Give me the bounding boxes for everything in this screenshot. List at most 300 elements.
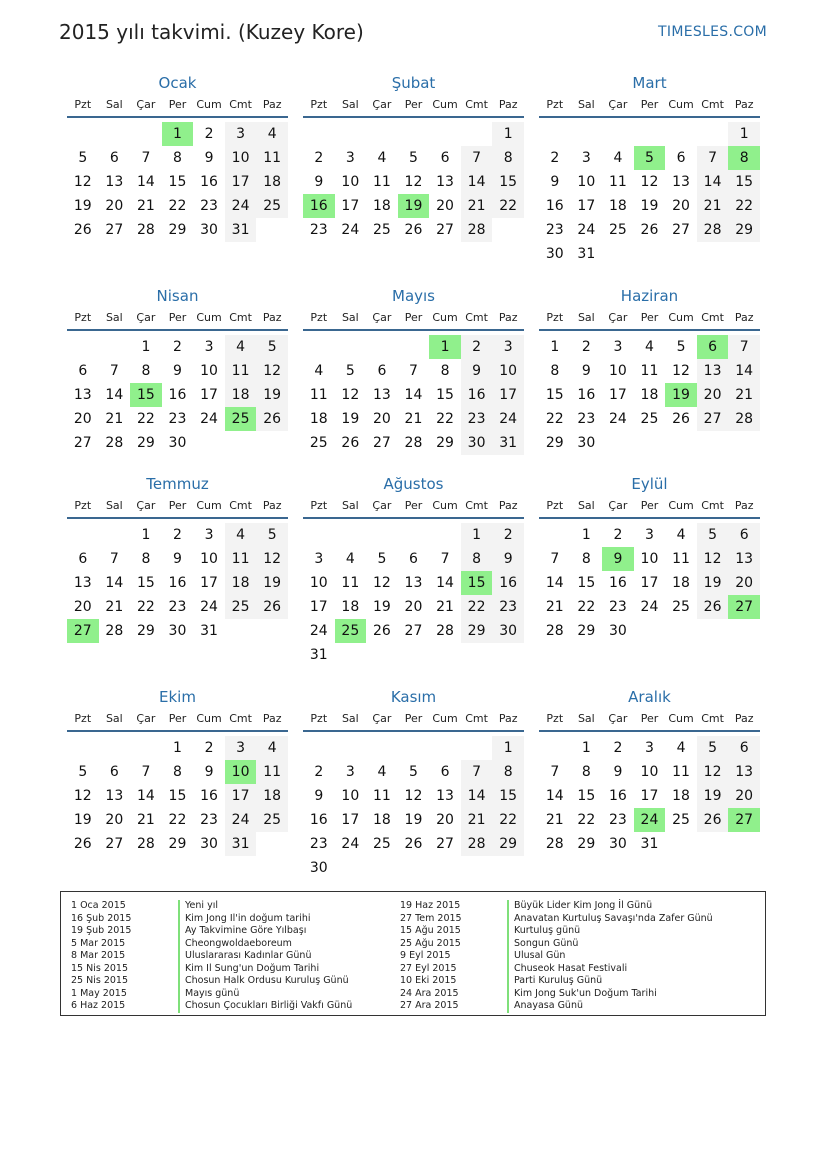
empty-cell (303, 335, 335, 359)
month-block (67, 473, 288, 643)
weekday-label: Çar (608, 98, 628, 111)
month-block (67, 686, 288, 856)
holiday-day-cell: 19 (665, 383, 697, 407)
holiday-day-cell: 1 (162, 122, 194, 146)
weekday-label: Per (404, 712, 423, 725)
day-cell: 19 (73, 198, 92, 214)
day-cell: 23 (168, 599, 187, 615)
day-cell: 7 (550, 764, 560, 780)
day-cell: 7 (141, 764, 151, 780)
day-cell: 11 (372, 174, 391, 190)
day-cell: 7 (550, 551, 560, 567)
day-cell: 5 (409, 150, 418, 166)
day-cell: 12 (672, 363, 690, 379)
day-cell: 16 (608, 575, 627, 591)
days-grid (303, 122, 524, 242)
day-cell: 14 (545, 788, 564, 804)
day-cell: 22 (728, 194, 760, 218)
day-cell: 16 (492, 571, 524, 595)
weekday-label: Pzt (310, 712, 328, 725)
day-cell: 10 (492, 359, 524, 383)
day-cell: 1 (492, 736, 524, 760)
weekday-label: Cmt (701, 311, 724, 324)
day-cell: 7 (697, 146, 729, 170)
day-cell: 22 (136, 599, 155, 615)
day-cell: 24 (225, 808, 257, 832)
day-cell: 12 (404, 788, 423, 804)
weekday-label: Cmt (465, 712, 488, 725)
month-block (303, 473, 524, 667)
day-cell: 1 (581, 527, 591, 543)
day-cell: 21 (728, 383, 760, 407)
day-cell: 4 (314, 363, 324, 379)
day-cell: 21 (105, 599, 124, 615)
day-cell: 3 (613, 339, 623, 355)
day-cell: 27 (404, 623, 423, 639)
holiday-name: Büyük Lider Kim Jong İl Günü (507, 900, 652, 913)
month-block (539, 686, 760, 856)
day-cell: 21 (404, 411, 423, 427)
day-cell: 5 (409, 764, 418, 780)
holiday-name: Chosun Çocukları Birliği Vakfı Günü (178, 1000, 352, 1013)
weekday-label: Pzt (74, 712, 92, 725)
day-cell: 31 (200, 623, 218, 639)
empty-cell (539, 122, 571, 146)
weekday-label: Çar (372, 311, 392, 324)
weekday-label: Pzt (546, 98, 564, 111)
holiday-name: Kim Jong Il'in doğum tarihi (178, 913, 310, 926)
weekday-label: Cum (668, 499, 694, 512)
day-cell: 5 (256, 335, 288, 359)
month-name: Haziran (620, 287, 679, 305)
day-cell: 17 (341, 198, 360, 214)
holiday-day-cell: 6 (697, 335, 729, 359)
day-cell: 29 (168, 222, 187, 238)
day-cell: 15 (577, 788, 596, 804)
day-cell: 30 (168, 435, 187, 451)
weekday-label: Cmt (229, 712, 252, 725)
day-cell: 26 (256, 407, 288, 431)
day-cell: 10 (577, 174, 596, 190)
day-cell: 9 (204, 150, 214, 166)
month-block (539, 473, 760, 643)
day-cell: 29 (168, 836, 187, 852)
weekday-label: Sal (105, 499, 123, 512)
month-block (67, 285, 288, 455)
holiday-name: Kim Il Sung'un Doğum Tarihi (178, 963, 319, 976)
day-cell: 11 (608, 174, 627, 190)
day-cell: 6 (440, 150, 450, 166)
day-cell: 5 (676, 339, 686, 355)
day-cell: 3 (204, 339, 214, 355)
day-cell: 27 (436, 836, 454, 852)
weekday-label: Paz (498, 712, 518, 725)
day-cell: 10 (608, 363, 627, 379)
day-cell: 15 (168, 174, 187, 190)
day-cell: 23 (200, 198, 218, 214)
weekday-label: Çar (372, 98, 392, 111)
day-cell: 7 (440, 551, 450, 567)
day-cell: 23 (309, 222, 328, 238)
day-cell: 14 (461, 784, 493, 808)
day-cell: 26 (672, 411, 690, 427)
day-cell: 18 (640, 387, 659, 403)
day-cell: 12 (73, 174, 92, 190)
day-cell: 3 (225, 122, 257, 146)
day-cell: 21 (436, 599, 454, 615)
day-cell: 20 (728, 571, 760, 595)
day-cell: 18 (256, 784, 288, 808)
brand-link[interactable]: TIMESLES.COM (658, 24, 767, 40)
legend-row (400, 975, 730, 988)
empty-cell (335, 523, 367, 547)
holiday-date: 15 Ağu 2015 (400, 925, 461, 936)
day-cell: 15 (577, 575, 596, 591)
weekday-header (303, 307, 524, 331)
month-name: Mart (632, 74, 667, 92)
weekday-label: Çar (372, 499, 392, 512)
weekday-header (67, 495, 288, 519)
day-cell: 18 (608, 198, 627, 214)
day-cell: 1 (141, 527, 151, 543)
day-cell: 8 (461, 547, 493, 571)
weekday-label: Cum (432, 98, 458, 111)
day-cell: 24 (492, 407, 524, 431)
weekday-header (303, 495, 524, 519)
day-cell: 28 (404, 435, 423, 451)
day-cell: 1 (173, 740, 182, 756)
day-cell: 11 (341, 575, 360, 591)
day-cell: 6 (440, 764, 450, 780)
day-cell: 8 (141, 551, 151, 567)
day-cell: 19 (404, 812, 423, 828)
weekday-label: Cmt (465, 98, 488, 111)
holiday-day-cell: 10 (225, 760, 257, 784)
holiday-name: Kim Jong Suk'un Doğum Tarihi (507, 988, 657, 1001)
weekday-label: Cum (196, 499, 222, 512)
weekday-label: Paz (262, 499, 282, 512)
day-cell: 20 (728, 784, 760, 808)
day-cell: 12 (640, 174, 659, 190)
weekday-label: Sal (105, 311, 123, 324)
weekday-header (539, 708, 760, 732)
empty-cell (366, 736, 398, 760)
day-cell: 21 (461, 194, 493, 218)
day-cell: 11 (309, 387, 328, 403)
day-cell: 28 (545, 623, 564, 639)
day-cell: 3 (645, 527, 654, 543)
day-cell: 12 (372, 575, 391, 591)
empty-cell (461, 122, 493, 146)
day-cell: 2 (314, 150, 324, 166)
month-name: Ocak (158, 74, 197, 92)
days-grid (539, 122, 760, 266)
day-cell: 8 (173, 150, 182, 166)
day-cell: 23 (168, 411, 187, 427)
day-cell: 8 (173, 764, 182, 780)
holiday-date: 1 Oca 2015 (71, 900, 126, 911)
day-cell: 17 (492, 383, 524, 407)
day-cell: 23 (577, 411, 596, 427)
day-cell: 15 (492, 784, 524, 808)
month-name: Aralık (628, 688, 671, 706)
day-cell: 9 (581, 363, 591, 379)
empty-cell (602, 122, 634, 146)
days-grid (539, 736, 760, 856)
day-cell: 16 (200, 174, 218, 190)
day-cell: 3 (492, 335, 524, 359)
day-cell: 2 (314, 764, 324, 780)
day-cell: 20 (436, 198, 454, 214)
holiday-day-cell: 25 (335, 619, 367, 643)
holiday-name: Ulusal Gün (507, 950, 565, 963)
empty-cell (398, 736, 430, 760)
day-cell: 10 (200, 363, 218, 379)
day-cell: 23 (545, 222, 564, 238)
day-cell: 7 (141, 150, 151, 166)
legend-row (71, 938, 401, 951)
day-cell: 22 (461, 595, 493, 619)
day-cell: 4 (613, 150, 623, 166)
day-cell: 17 (577, 198, 596, 214)
empty-cell (634, 122, 666, 146)
day-cell: 2 (204, 126, 214, 142)
weekday-label: Paz (734, 311, 754, 324)
day-cell: 30 (608, 836, 627, 852)
day-cell: 25 (608, 222, 627, 238)
day-cell: 24 (577, 222, 596, 238)
legend-row (71, 1000, 401, 1013)
day-cell: 4 (645, 339, 654, 355)
weekday-label: Paz (262, 712, 282, 725)
day-cell: 2 (492, 523, 524, 547)
days-grid (539, 335, 760, 455)
day-cell: 4 (676, 740, 686, 756)
day-cell: 16 (461, 383, 493, 407)
day-cell: 14 (728, 359, 760, 383)
weekday-label: Çar (136, 311, 156, 324)
day-cell: 30 (168, 623, 187, 639)
day-cell: 14 (436, 575, 454, 591)
holiday-date: 19 Haz 2015 (400, 900, 461, 911)
day-cell: 28 (436, 623, 454, 639)
day-cell: 13 (728, 760, 760, 784)
day-cell: 31 (640, 836, 659, 852)
day-cell: 26 (640, 222, 659, 238)
day-cell: 27 (697, 407, 729, 431)
day-cell: 21 (461, 808, 493, 832)
day-cell: 31 (225, 832, 257, 856)
weekday-header (539, 307, 760, 331)
weekday-label: Pzt (546, 499, 564, 512)
day-cell: 4 (345, 551, 355, 567)
day-cell: 11 (256, 146, 288, 170)
weekday-label: Per (404, 311, 423, 324)
day-cell: 28 (461, 218, 493, 242)
day-cell: 17 (200, 575, 218, 591)
legend-row (400, 938, 730, 951)
weekday-label: Paz (498, 311, 518, 324)
holiday-day-cell: 9 (602, 547, 634, 571)
day-cell: 15 (436, 387, 454, 403)
weekday-label: Çar (136, 98, 156, 111)
day-cell: 22 (168, 812, 187, 828)
empty-cell (665, 122, 697, 146)
day-cell: 23 (492, 595, 524, 619)
holiday-date: 25 Ağu 2015 (400, 937, 461, 949)
day-cell: 3 (645, 740, 654, 756)
day-cell: 28 (136, 836, 155, 852)
day-cell: 16 (200, 788, 218, 804)
day-cell: 6 (109, 764, 119, 780)
day-cell: 19 (697, 784, 729, 808)
holiday-date: 16 Şub 2015 (71, 912, 132, 924)
day-cell: 18 (672, 575, 690, 591)
day-cell: 2 (613, 740, 623, 756)
day-cell: 18 (672, 788, 690, 804)
empty-cell (303, 523, 335, 547)
day-cell: 16 (168, 387, 187, 403)
weekday-label: Cmt (701, 98, 724, 111)
legend-row (400, 900, 730, 913)
day-cell: 30 (577, 435, 596, 451)
empty-cell (99, 122, 131, 146)
day-cell: 6 (78, 363, 88, 379)
empty-cell (303, 736, 335, 760)
day-cell: 30 (200, 836, 218, 852)
day-cell: 15 (728, 170, 760, 194)
day-cell: 6 (728, 736, 760, 760)
holiday-date: 15 Nis 2015 (71, 962, 128, 974)
day-cell: 19 (73, 812, 92, 828)
holiday-day-cell: 19 (398, 194, 430, 218)
days-grid (303, 523, 524, 667)
weekday-label: Paz (734, 98, 754, 111)
day-cell: 17 (309, 599, 328, 615)
day-cell: 24 (200, 599, 218, 615)
day-cell: 13 (436, 788, 454, 804)
holiday-day-cell: 15 (130, 383, 162, 407)
holiday-day-cell: 15 (461, 571, 493, 595)
holiday-day-cell: 1 (429, 335, 461, 359)
holiday-date: 27 Eyl 2015 (400, 962, 457, 974)
day-cell: 5 (697, 523, 729, 547)
day-cell: 20 (105, 812, 124, 828)
day-cell: 20 (672, 198, 690, 214)
holiday-name: Mayıs günü (178, 988, 239, 1001)
day-cell: 22 (577, 812, 596, 828)
day-cell: 17 (640, 788, 659, 804)
empty-cell (335, 335, 367, 359)
holiday-day-cell: 25 (225, 407, 257, 431)
day-cell: 25 (672, 812, 690, 828)
day-cell: 20 (436, 812, 454, 828)
weekday-label: Cmt (465, 499, 488, 512)
legend-row (400, 963, 730, 976)
weekday-label: Pzt (74, 311, 92, 324)
day-cell: 3 (314, 551, 324, 567)
day-cell: 11 (256, 760, 288, 784)
day-cell: 24 (200, 411, 218, 427)
day-cell: 8 (141, 363, 151, 379)
weekday-label: Sal (341, 499, 359, 512)
month-name: Temmuz (146, 475, 209, 493)
month-name: Ekim (159, 688, 196, 706)
month-block (303, 686, 524, 880)
weekday-label: Çar (372, 712, 392, 725)
weekday-label: Cmt (229, 98, 252, 111)
day-cell: 1 (141, 339, 151, 355)
day-cell: 4 (256, 736, 288, 760)
day-cell: 24 (341, 836, 360, 852)
day-cell: 8 (440, 363, 450, 379)
month-block (539, 72, 760, 266)
day-cell: 16 (545, 198, 564, 214)
day-cell: 29 (492, 832, 524, 856)
day-cell: 28 (728, 407, 760, 431)
day-cell: 27 (672, 222, 690, 238)
weekday-label: Paz (498, 98, 518, 111)
day-cell: 28 (545, 836, 564, 852)
legend-row (71, 950, 401, 963)
day-cell: 9 (461, 359, 493, 383)
day-cell: 5 (78, 764, 88, 780)
day-cell: 3 (345, 764, 355, 780)
holiday-date: 6 Haz 2015 (71, 1000, 126, 1011)
day-cell: 26 (341, 435, 360, 451)
holiday-day-cell: 16 (303, 194, 335, 218)
empty-cell (99, 523, 131, 547)
day-cell: 18 (372, 812, 391, 828)
empty-cell (539, 736, 571, 760)
weekday-label: Per (640, 712, 659, 725)
day-cell: 9 (173, 551, 182, 567)
holiday-date: 19 Şub 2015 (71, 925, 132, 936)
day-cell: 22 (136, 411, 155, 427)
empty-cell (398, 335, 430, 359)
empty-cell (99, 736, 131, 760)
day-cell: 20 (697, 383, 729, 407)
weekday-label: Paz (262, 311, 282, 324)
day-cell: 20 (73, 599, 92, 615)
day-cell: 25 (225, 595, 257, 619)
weekday-label: Sal (105, 712, 123, 725)
empty-cell (130, 736, 162, 760)
day-cell: 18 (309, 411, 328, 427)
day-cell: 23 (608, 812, 627, 828)
day-cell: 7 (109, 363, 119, 379)
holiday-name: Kurtuluş günü (507, 925, 580, 938)
legend-row (400, 925, 730, 938)
day-cell: 5 (377, 551, 387, 567)
day-cell: 19 (697, 571, 729, 595)
empty-cell (366, 523, 398, 547)
holiday-name: Cheongwoldaeboreum (178, 938, 292, 951)
holiday-name: Anavatan Kurtuluş Savaşı'nda Zafer Günü (507, 913, 713, 926)
holiday-legend (60, 891, 766, 1016)
day-cell: 4 (225, 523, 257, 547)
weekday-label: Çar (608, 712, 628, 725)
day-cell: 21 (545, 599, 564, 615)
day-cell: 6 (78, 551, 88, 567)
day-cell: 23 (461, 407, 493, 431)
day-cell: 26 (73, 836, 92, 852)
day-cell: 13 (105, 174, 124, 190)
weekday-label: Per (168, 98, 187, 111)
empty-cell (461, 736, 493, 760)
day-cell: 13 (372, 387, 391, 403)
weekday-label: Sal (341, 98, 359, 111)
